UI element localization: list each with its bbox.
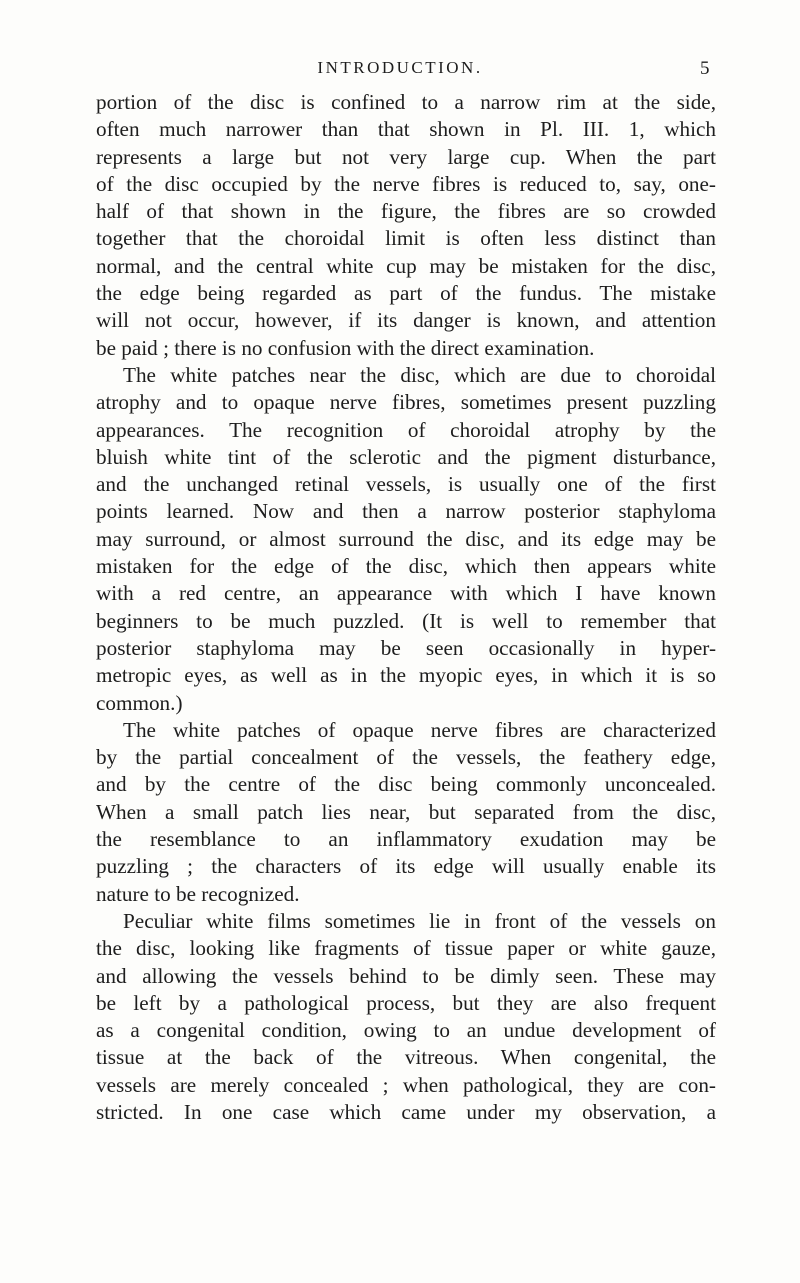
paragraph [96,908,716,1126]
text-line: normal, and the central white cup may be mistaken for the disc, [96,253,716,278]
body-text [96,89,716,1126]
page-number: 5 [700,58,710,79]
text-line: of the disc occupied by the nerve fibres is reduced to, say, one- [96,171,716,196]
text-line: puzzling ; the characters of its edge will usually enable its [96,854,716,879]
text-line: the disc, looking like fragments of tissue paper or white gauze, [96,936,716,961]
text-line: be paid ; there is no confusion with the direct examination. [96,335,595,360]
text-line: stricted. In one case which came under my observation, a [96,1099,716,1124]
text-line: nature to be recognized. [96,881,300,906]
text-line: will not occur, however, if its danger is known, and attention [96,308,716,333]
text-line: and the unchanged retinal vessels, is usually one of the first [96,472,716,497]
text-line: metropic eyes, as well as in the myopic eyes, in which it is so [96,663,716,688]
text-line: common.) [96,690,183,715]
text-line: the resemblance to an inflammatory exudation may be [96,827,716,852]
text-line: When a small patch lies near, but separated from the disc, [96,799,716,824]
text-line: as a congenital condition, owing to an undue development of [96,1018,716,1043]
text-line: The white patches of opaque nerve fibres are characterized [123,717,716,742]
paragraph [96,717,716,908]
text-line: The white patches near the disc, which are due to choroidal [123,362,716,387]
text-line: half of that shown in the figure, the fibres are so crowded [96,199,716,224]
text-line: often much narrower than that shown in Pl. III. 1, which [96,117,716,142]
text-line: appearances. The recognition of choroidal atrophy by the [96,417,716,442]
text-line: and allowing the vessels behind to be dimly seen. These may [96,963,716,988]
text-line: bluish white tint of the sclerotic and the pigment disturbance, [96,444,716,469]
paragraph [96,89,716,362]
text-line: vessels are merely concealed ; when pathological, they are con- [96,1072,716,1097]
text-line: points learned. Now and then a narrow posterior staphyloma [96,499,716,524]
text-line: together that the choroidal limit is often less distinct than [96,226,716,251]
text-line: represents a large but not very large cup. When the part [96,144,716,169]
text-line: beginners to be much puzzled. (It is well to remember that [96,608,716,633]
text-line: posterior staphyloma may be seen occasionally in hyper- [96,635,716,660]
text-line: and by the centre of the disc being commonly unconcealed. [96,772,716,797]
text-line: may surround, or almost surround the disc, and its edge may be [96,526,716,551]
text-line: Peculiar white films sometimes lie in front of the vessels on [123,908,716,933]
text-line: be left by a pathological process, but they are also frequent [96,990,716,1015]
text-line: atrophy and to opaque nerve fibres, sometimes present puzzling [96,390,716,415]
text-line: tissue at the back of the vitreous. When congenital, the [96,1045,716,1070]
paragraph [96,362,716,717]
text-line: the edge being regarded as part of the fundus. The mistake [96,281,716,306]
text-line: with a red centre, an appearance with which I have known [96,581,716,606]
running-title: INTRODUCTION. [317,58,483,77]
text-line: mistaken for the edge of the disc, which then appears white [96,554,716,579]
text-line: by the partial concealment of the vessels, the feathery edge, [96,745,716,770]
running-head [0,58,800,88]
text-line: portion of the disc is confined to a narrow rim at the side, [96,90,716,114]
